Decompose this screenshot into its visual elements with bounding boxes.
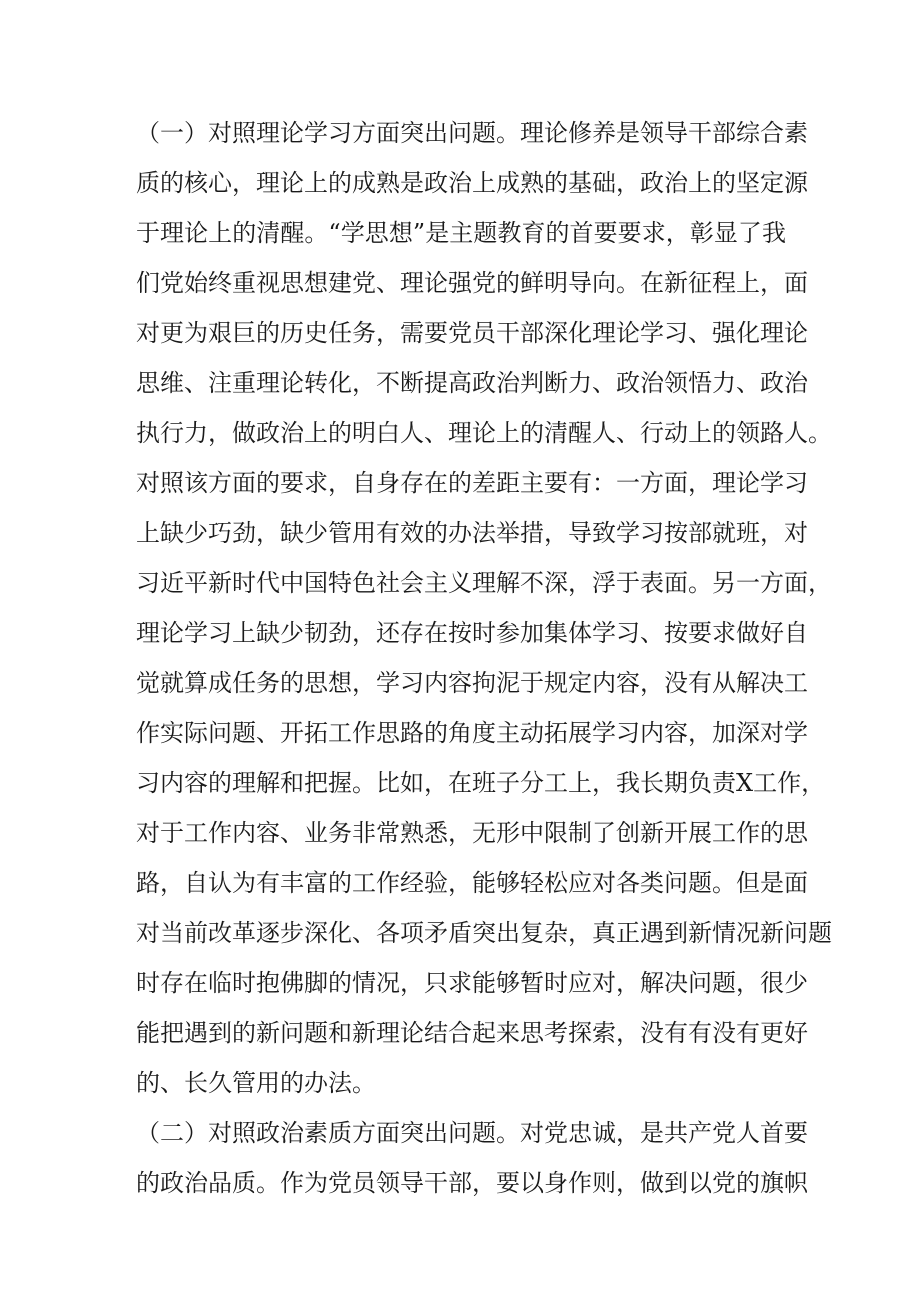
- paragraph-1-line-4: 们党始终重视思想建党、理论强党的鲜明导向。在新征程上，面: [136, 269, 808, 297]
- paragraph-2-line-2: 的政治品质。作为党员领导干部，要以身作则，做到以党的旗帜: [136, 1169, 808, 1197]
- paragraph-1-line-17: 对当前改革逐步深化、各项矛盾突出复杂，真正遇到新情况新问题: [136, 919, 832, 947]
- paragraph-1-line-18: 时存在临时抱佛脚的情况，只求能够暂时应对，解决问题，很少: [136, 969, 808, 997]
- paragraph-1-line-14: 习内容的理解和把握。比如，在班子分工上，我长期负责X工作，: [136, 769, 826, 797]
- paragraph-1-line-5: 对更为艰巨的历史任务，需要党员干部深化理论学习、强化理论: [136, 319, 808, 347]
- paragraph-1-line-1: （一）对照理论学习方面突出问题。理论修养是领导干部综合素: [136, 119, 808, 147]
- paragraph-1-line-11: 理论学习上缺少韧劲，还存在按时参加集体学习、按要求做好自: [136, 619, 808, 647]
- paragraph-1-line-15: 对于工作内容、业务非常熟悉，无形中限制了创新开展工作的思: [136, 819, 808, 847]
- paragraph-1-line-6: 思维、注重理论转化，不断提高政治判断力、政治领悟力、政治: [136, 369, 808, 397]
- paragraph-2-line-1: （二）对照政治素质方面突出问题。对党忠诚，是共产党人首要: [136, 1119, 808, 1147]
- paragraph-1-line-3: 于理论上的清醒。“学思想”是主题教育的首要要求，彰显了我: [136, 219, 786, 247]
- paragraph-1-line-20: 的、长久管用的办法。: [136, 1069, 376, 1097]
- paragraph-1-line-10: 习近平新时代中国特色社会主义理解不深，浮于表面。另一方面，: [136, 569, 832, 597]
- paragraph-1-line-2: 质的核心，理论上的成熟是政治上成熟的基础，政治上的坚定源: [136, 169, 808, 197]
- paragraph-1-line-13: 作实际问题、开拓工作思路的角度主动拓展学习内容，加深对学: [136, 719, 808, 747]
- paragraph-1-line-7: 执行力，做政治上的明白人、理论上的清醒人、行动上的领路人。: [136, 419, 832, 447]
- paragraph-1-line-12: 觉就算成任务的思想，学习内容拘泥于规定内容，没有从解决工: [136, 669, 808, 697]
- paragraph-1-line-8: 对照该方面的要求，自身存在的差距主要有：一方面，理论学习: [136, 469, 808, 497]
- paragraph-1-line-16: 路，自认为有丰富的工作经验，能够轻松应对各类问题。但是面: [136, 869, 808, 897]
- paragraph-1-line-19: 能把遇到的新问题和新理论结合起来思考探索，没有有没有更好: [136, 1019, 808, 1047]
- paragraph-1-line-9: 上缺少巧劲，缺少管用有效的办法举措，导致学习按部就班，对: [136, 519, 808, 547]
